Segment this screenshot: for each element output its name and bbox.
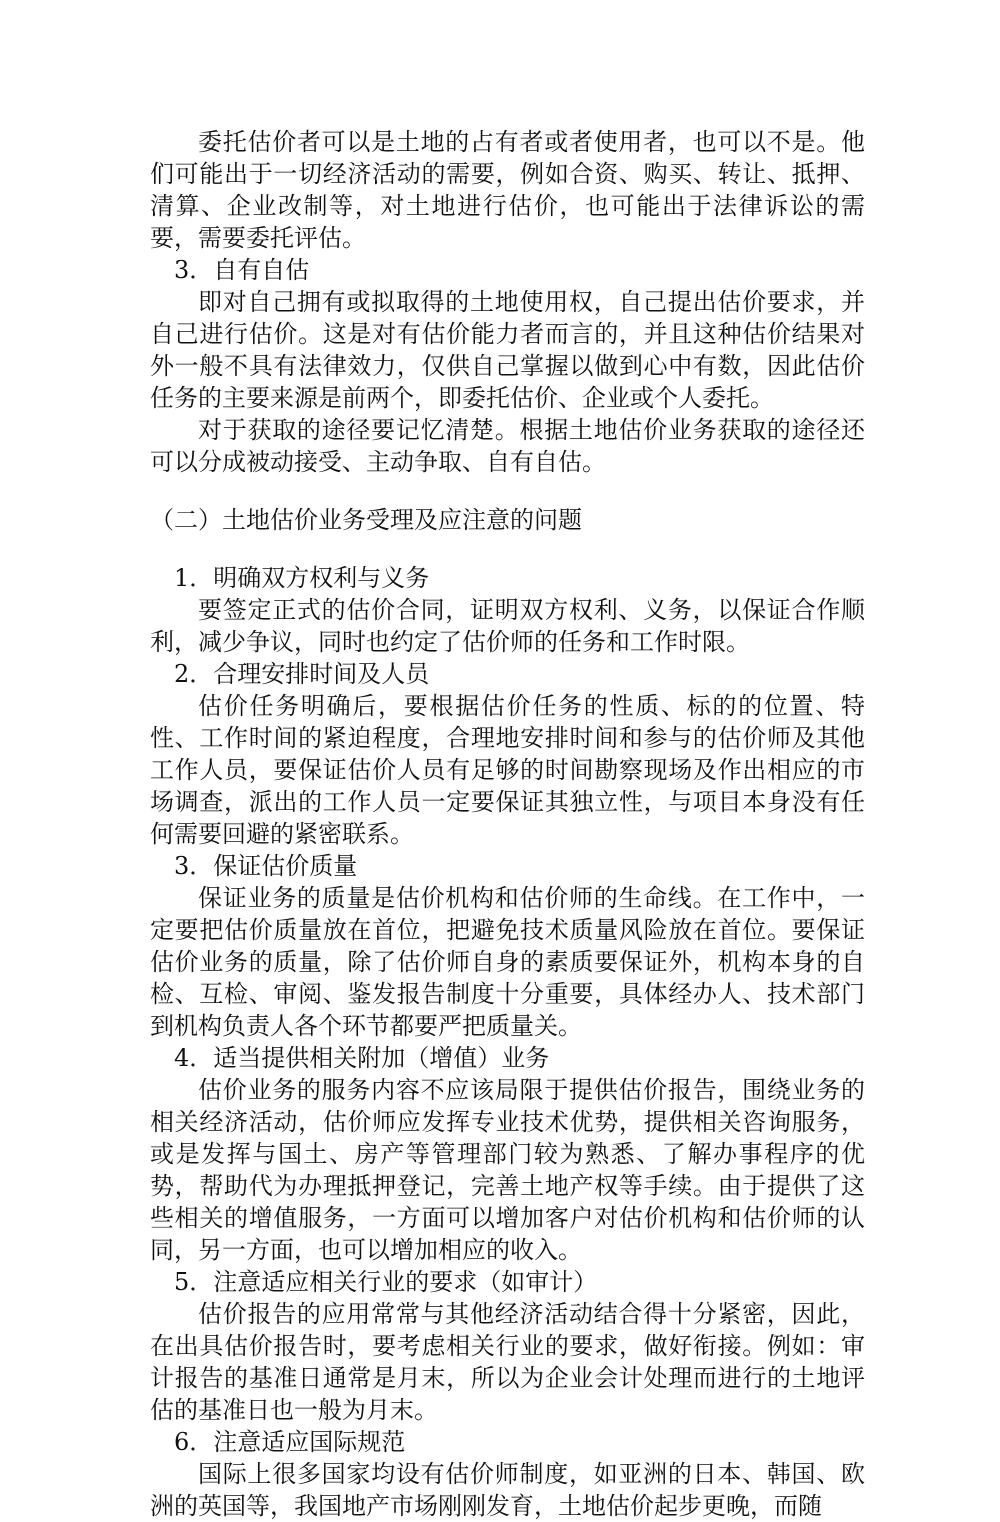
page-body xyxy=(150,126,865,1522)
paragraph: 估价报告的应用常常与其他经济活动结合得十分紧密，因此，在出具估价报告时，要考虑相关行业的要求，做好衔接。例如：审计报告的基准日通常是月末，所以为企业会计处理而进行的土地评估的基准日也一般为月末。 xyxy=(150,1300,865,1424)
section-heading: （二）土地估价业务受理及应注意的问题 xyxy=(150,506,582,534)
paragraph: 国际上很多国家均设有估价师制度，如亚洲的日本、韩国、欧洲的英国等，我国地产市场刚刚发育，土地估价起步更晚，而随 xyxy=(150,1460,865,1520)
paragraph: 即对自己拥有或拟取得的土地使用权，自己提出估价要求，并自己进行估价。这是对有估价能力者而言的，并且这种估价结果对外一般不具有法律效力，仅供自己掌握以做到心中有数，因此估价任务的主要来源是前两个，即委托估价、企业或个人委托。 xyxy=(150,288,865,412)
list-heading: 3．保证估价质量 xyxy=(174,852,358,880)
list-heading: 5．注意适应相关行业的要求（如审计） xyxy=(174,1268,598,1296)
paragraph: 委托估价者可以是土地的占有者或者使用者，也可以不是。他们可能出于一切经济活动的需要，例如合资、购买、转让、抵押、清算、企业改制等，对土地进行估价，也可能出于法律诉讼的需要，需要委托评估。 xyxy=(150,128,865,252)
paragraph: 要签定正式的估价合同，证明双方权利、义务，以保证合作顺利，减少争议，同时也约定了估价师的任务和工作时限。 xyxy=(150,596,865,656)
paragraph: 估价业务的服务内容不应该局限于提供估价报告，围绕业务的相关经济活动，估价师应发挥专业技术优势，提供相关咨询服务，或是发挥与国土、房产等管理部门较为熟悉、了解办事程序的优势，帮助代为办理抵押登记，完善土地产权等手续。由于提供了这些相关的增值服务，一方面可以增加客户对估价机构和估价师的认同，另一方面，也可以增加相应的收入。 xyxy=(150,1076,865,1264)
paragraph: 估价任务明确后，要根据估价任务的性质、标的的位置、特性、工作时间的紧迫程度，合理地安排时间和参与的估价师及其他工作人员，要保证估价人员有足够的时间勘察现场及作出相应的市场调查，派出的工作人员一定要保证其独立性，与项目本身没有任何需要回避的紧密联系。 xyxy=(150,692,865,848)
paragraph: 保证业务的质量是估价机构和估价师的生命线。在工作中，一定要把估价质量放在首位，把避免技术质量风险放在首位。要保证估价业务的质量，除了估价师自身的素质要保证外，机构本身的自检、互检、审阅、鉴发报告制度十分重要，具体经办人、技术部门到机构负责人各个环节都要严把质量关。 xyxy=(150,884,865,1040)
list-heading: 3．自有自估 xyxy=(174,256,310,284)
list-heading: 6．注意适应国际规范 xyxy=(174,1428,406,1456)
list-heading: 2．合理安排时间及人员 xyxy=(174,660,430,688)
list-heading: 1．明确双方权利与义务 xyxy=(174,564,430,592)
paragraph: 对于获取的途径要记忆清楚。根据土地估价业务获取的途径还可以分成被动接受、主动争取、自有自估。 xyxy=(150,416,865,476)
list-heading: 4．适当提供相关附加（增值）业务 xyxy=(174,1044,550,1072)
